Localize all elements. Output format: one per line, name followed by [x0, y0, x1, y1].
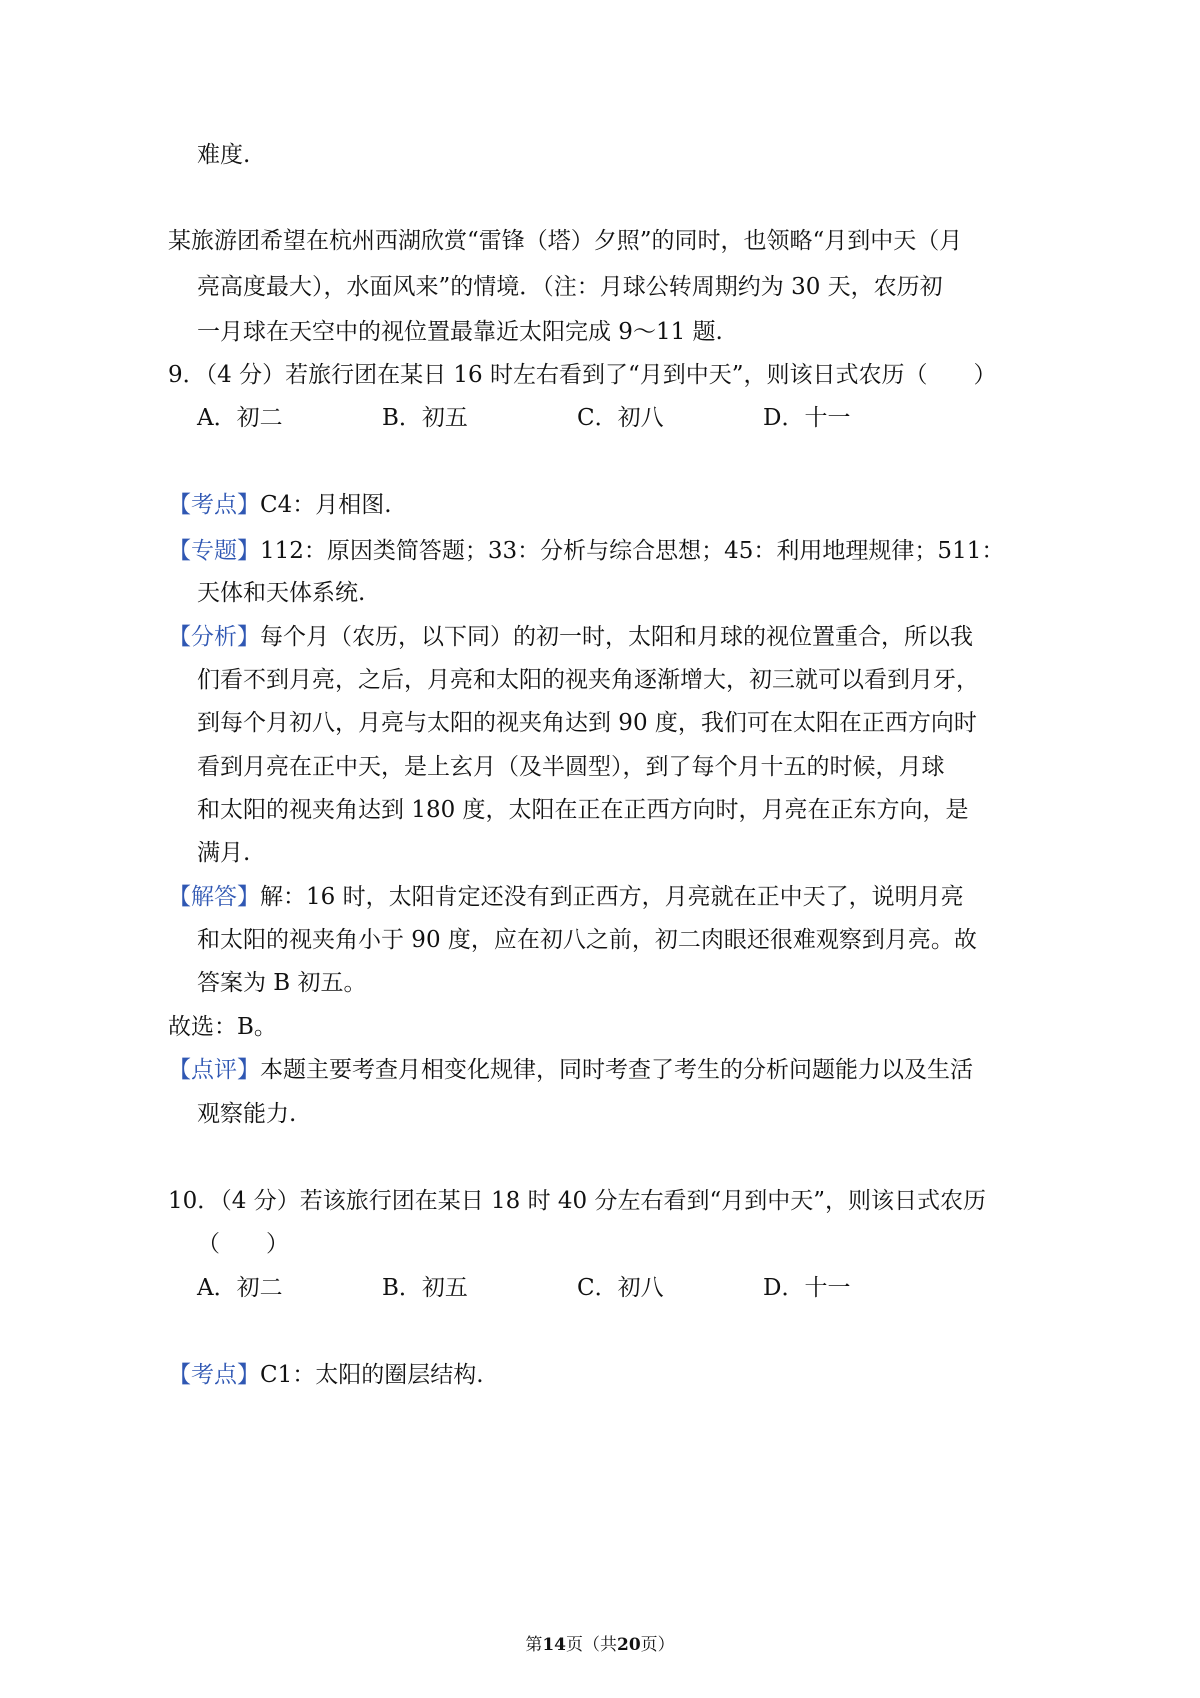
q9-fenxi — [168, 622, 973, 652]
previous-answer-tail: 难度. — [197, 142, 251, 168]
q9-option-a: A．初二 — [197, 405, 283, 431]
q10-option-c: C．初八 — [577, 1275, 664, 1301]
zhuanti-tag: 【专题】 — [168, 538, 260, 564]
intro-line-2: 亮高度最大），水面风来”的情境．（注：月球公转周期约为 30 天，农历初 — [197, 274, 943, 300]
jieda-line-3: 答案为 B 初五。 — [197, 970, 367, 996]
q10-option-d: D．十一 — [763, 1275, 851, 1301]
kaodian-tag: 【考点】 — [168, 1362, 260, 1388]
question-9-stem: 9．（4 分）若旅行团在某日 16 时左右看到了“月到中天”，则该日式农历（ ） — [168, 362, 997, 388]
kaodian-tag: 【考点】 — [168, 492, 260, 518]
q9-option-c: C．初八 — [577, 405, 664, 431]
q10-option-a: A．初二 — [197, 1275, 283, 1301]
jieda-line-1: 解：16 时，太阳肯定还没有到正西方，月亮就在正中天了，说明月亮 — [260, 884, 964, 910]
dianping-line-1: 本题主要考查月相变化规律，同时考查了考生的分析问题能力以及生活 — [260, 1057, 973, 1083]
q9-zhuanti — [168, 536, 1004, 566]
q9-option-b: B．初五 — [382, 405, 468, 431]
q10-option-b: B．初五 — [382, 1275, 468, 1301]
intro-line-1: 某旅游团希望在杭州西湖欣赏“雷锋（塔）夕照”的同时，也领略“月到中天（月 — [168, 228, 963, 254]
page-footer — [0, 1634, 1200, 1656]
fenxi-line-4: 看到月亮在正中天，是上玄月（及半圆型），到了每个月十五的时候，月球 — [197, 754, 945, 780]
footer-suffix: 页） — [640, 1635, 675, 1655]
question-10-stem: 10．（4 分）若该旅行团在某日 18 时 40 分左右看到“月到中天”，则该日式农历 — [168, 1188, 987, 1214]
fenxi-line-2: 们看不到月亮，之后，月亮和太阳的视夹角逐渐增大，初三就可以看到月牙， — [197, 667, 979, 693]
zhuanti-line-1: 112：原因类简答题；33：分析与综合思想；45：利用地理规律；511： — [260, 538, 1005, 564]
footer-page-number: 14 — [542, 1635, 566, 1655]
fenxi-tag: 【分析】 — [168, 624, 260, 650]
kaodian-text: C4：月相图. — [260, 492, 392, 518]
jieda-tag: 【解答】 — [168, 884, 260, 910]
q9-option-d: D．十一 — [763, 405, 851, 431]
q9-answer-choice: 故选：B。 — [168, 1014, 277, 1040]
fenxi-line-3: 到每个月初八，月亮与太阳的视夹角达到 90 度，我们可在太阳在正西方向时 — [197, 710, 977, 736]
footer-total-pages: 20 — [617, 1635, 641, 1655]
fenxi-line-6: 满月. — [197, 840, 251, 866]
zhuanti-line-2: 天体和天体系统. — [197, 580, 366, 606]
fenxi-line-1: 每个月（农历，以下同）的初一时，太阳和月球的视位置重合，所以我 — [260, 624, 973, 650]
intro-line-3: 一月球在天空中的视位置最靠近太阳完成 9～11 题. — [197, 319, 723, 345]
q10-kaodian — [168, 1360, 484, 1390]
footer-prefix: 第 — [525, 1635, 543, 1655]
kaodian-text: C1：太阳的圈层结构. — [260, 1362, 484, 1388]
footer-middle: 页（共 — [566, 1635, 617, 1655]
fenxi-line-5: 和太阳的视夹角达到 180 度，太阳在正在正西方向时，月亮在正东方向，是 — [197, 797, 969, 823]
jieda-line-2: 和太阳的视夹角小于 90 度，应在初八之前，初二肉眼还很难观察到月亮。故 — [197, 927, 977, 953]
q9-kaodian — [168, 490, 392, 520]
q9-dianping — [168, 1055, 973, 1085]
q9-jieda — [168, 882, 964, 912]
dianping-tag: 【点评】 — [168, 1057, 260, 1083]
question-10-stem-blank: （ ） — [197, 1231, 289, 1257]
dianping-line-2: 观察能力. — [197, 1101, 297, 1127]
